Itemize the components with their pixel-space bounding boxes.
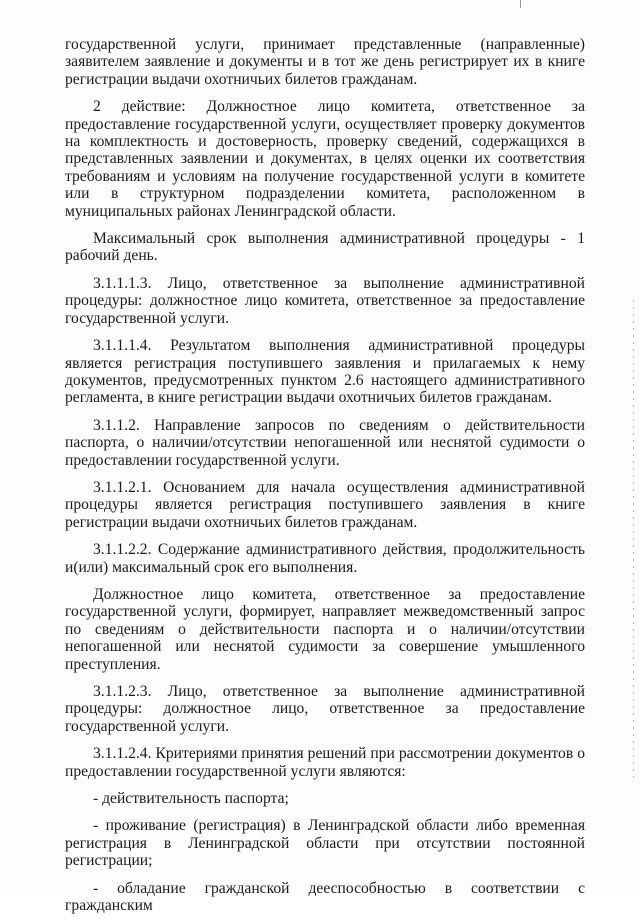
scan-edge-line xyxy=(633,300,634,780)
paragraph-action-2: 2 действие: Должностное лицо комитета, ответственное за предоставление государственной услуги, осуществляет проверку документов на комплектность и достоверность, проверку сведений, содержащихся в представленных заявлении и документах, в целях оценки их соответствия требованиям и условиям на получение государственной услуги в комитете или в структурном подразделении комитета, расположенном в муниципальных районах Ленинградской области. xyxy=(65,98,585,220)
paragraph-3-1-1-2-4: 3.1.1.2.4. Критериями принятия решений при рассмотрении документов о предоставлении государственной услуги являются: xyxy=(65,745,585,780)
paragraph-3-1-1-2-1: 3.1.1.2.1. Основанием для начала осуществления административной процедуры является регистрация поступившего заявления в книге регистрации выдачи охотничьих билетов гражданам. xyxy=(65,478,585,531)
paragraph-3-1-1-2-2: 3.1.1.2.2. Содержание административного действия, продолжительность и(или) максимальный срок его выполнения. xyxy=(65,541,585,576)
paragraph-3-1-1-1-3: 3.1.1.1.3. Лицо, ответственное за выполнение административной процедуры: должностное лицо комитета, ответственное за предоставление государственной услуги. xyxy=(65,274,585,327)
list-item-passport: - действительность паспорта; xyxy=(93,790,289,808)
paragraph-max-term: Максимальный срок выполнения административной процедуры - 1 рабочий день. xyxy=(65,230,585,265)
paragraph-3-1-1-1-4: 3.1.1.1.4. Результатом выполнения административной процедуры является регистрация поступившего заявления и прилагаемых к нему документов, предусмотренных пунктом 2.6 настоящего административного регламента, в книге регистрации выдачи охотничьих билетов гражданам. xyxy=(65,337,585,407)
paragraph-3-1-1-2-3: 3.1.1.2.3. Лицо, ответственное за выполнение административной процедуры: должностное лицо, ответственное за предоставление государственной услуги. xyxy=(65,683,585,735)
list-item-capacity: - обладание гражданской дееспособностью в соответствии с гражданским xyxy=(65,879,585,915)
list-item-residence: - проживание (регистрация) в Ленинградской области либо временная регистрация в Ленинградской области при отсутствии постоянной регистрации; xyxy=(65,817,585,870)
page-content xyxy=(65,36,585,924)
paragraph-continuation: государственной услуги, принимает представленные (направленные) заявителем заявление и документы и в тот же день регистрирует их в книге регистрации выдачи охотничьих билетов гражданам. xyxy=(65,36,585,88)
paragraph-official-request: Должностное лицо комитета, ответственное за предоставление государственной услуги, формирует, направляет межведомственный запрос по сведениям о действительности паспорта и о наличии/отсутствии непогашенной или неснятой судимости за совершение умышленного преступления. xyxy=(65,585,585,673)
scan-mark xyxy=(520,0,521,8)
paragraph-3-1-1-2: 3.1.1.2. Направление запросов по сведениям о действительности паспорта, о наличии/отсутствии непогашенной или неснятой судимости о предоставлении государственной услуги. xyxy=(65,416,585,469)
